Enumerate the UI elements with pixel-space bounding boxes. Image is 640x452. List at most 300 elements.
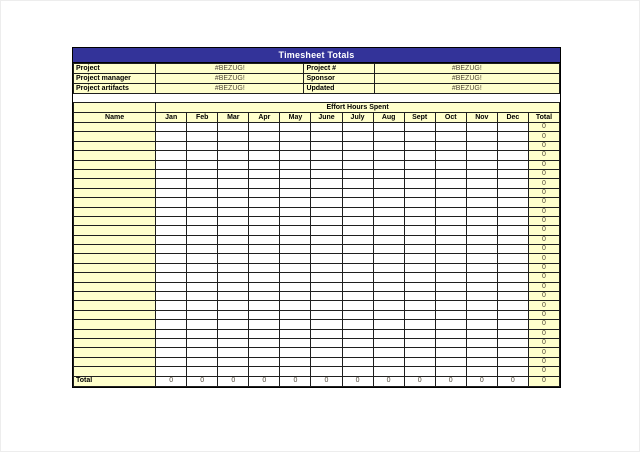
hours-cell-sept[interactable] <box>404 357 435 366</box>
hours-cell-nov[interactable] <box>466 160 497 169</box>
hours-cell-may[interactable] <box>280 179 311 188</box>
hours-cell-feb[interactable] <box>187 273 218 282</box>
row-total-cell[interactable]: 0 <box>528 245 559 254</box>
hours-cell-feb[interactable] <box>187 357 218 366</box>
hours-cell-june[interactable] <box>311 226 342 235</box>
hours-cell-aug[interactable] <box>373 338 404 347</box>
name-cell[interactable] <box>74 282 156 291</box>
hours-cell-sept[interactable] <box>404 141 435 150</box>
hours-cell-june[interactable] <box>311 132 342 141</box>
hours-cell-jan[interactable] <box>156 160 187 169</box>
hours-cell-july[interactable] <box>342 282 373 291</box>
hours-cell-may[interactable] <box>280 301 311 310</box>
hours-cell-oct[interactable] <box>435 320 466 329</box>
hours-cell-mar[interactable] <box>218 348 249 357</box>
hours-cell-mar[interactable] <box>218 282 249 291</box>
hours-cell-july[interactable] <box>342 338 373 347</box>
month-total-cell-oct[interactable]: 0 <box>435 376 466 386</box>
row-total-cell[interactable]: 0 <box>528 188 559 197</box>
hours-cell-may[interactable] <box>280 188 311 197</box>
hours-cell-feb[interactable] <box>187 245 218 254</box>
hours-cell-oct[interactable] <box>435 301 466 310</box>
hours-cell-jan[interactable] <box>156 141 187 150</box>
hours-cell-sept[interactable] <box>404 263 435 272</box>
hours-cell-sept[interactable] <box>404 320 435 329</box>
hours-cell-oct[interactable] <box>435 254 466 263</box>
hours-cell-mar[interactable] <box>218 141 249 150</box>
hours-cell-aug[interactable] <box>373 216 404 225</box>
hours-cell-july[interactable] <box>342 188 373 197</box>
hours-cell-dec[interactable] <box>497 367 528 376</box>
hours-cell-jan[interactable] <box>156 263 187 272</box>
hours-cell-jan[interactable] <box>156 310 187 319</box>
hours-cell-june[interactable] <box>311 216 342 225</box>
hours-cell-aug[interactable] <box>373 263 404 272</box>
hours-cell-july[interactable] <box>342 141 373 150</box>
hours-cell-june[interactable] <box>311 254 342 263</box>
hours-cell-dec[interactable] <box>497 338 528 347</box>
row-total-cell[interactable]: 0 <box>528 179 559 188</box>
hours-cell-aug[interactable] <box>373 301 404 310</box>
row-total-cell[interactable]: 0 <box>528 151 559 160</box>
hours-cell-mar[interactable] <box>218 273 249 282</box>
hours-cell-june[interactable] <box>311 263 342 272</box>
hours-cell-oct[interactable] <box>435 329 466 338</box>
hours-cell-aug[interactable] <box>373 123 404 132</box>
hours-cell-may[interactable] <box>280 348 311 357</box>
hours-cell-may[interactable] <box>280 320 311 329</box>
hours-cell-may[interactable] <box>280 160 311 169</box>
hours-cell-apr[interactable] <box>249 273 280 282</box>
hours-cell-aug[interactable] <box>373 357 404 366</box>
hours-cell-feb[interactable] <box>187 179 218 188</box>
hours-cell-feb[interactable] <box>187 348 218 357</box>
hours-cell-apr[interactable] <box>249 320 280 329</box>
hours-cell-sept[interactable] <box>404 160 435 169</box>
row-total-cell[interactable]: 0 <box>528 329 559 338</box>
hours-cell-nov[interactable] <box>466 301 497 310</box>
hours-cell-nov[interactable] <box>466 123 497 132</box>
hours-cell-aug[interactable] <box>373 292 404 301</box>
hours-cell-may[interactable] <box>280 310 311 319</box>
name-cell[interactable] <box>74 160 156 169</box>
hours-cell-dec[interactable] <box>497 263 528 272</box>
name-cell[interactable] <box>74 263 156 272</box>
hours-cell-sept[interactable] <box>404 179 435 188</box>
hours-cell-aug[interactable] <box>373 132 404 141</box>
hours-cell-june[interactable] <box>311 207 342 216</box>
hours-cell-mar[interactable] <box>218 310 249 319</box>
hours-cell-july[interactable] <box>342 226 373 235</box>
name-cell[interactable] <box>74 320 156 329</box>
hours-cell-july[interactable] <box>342 301 373 310</box>
name-cell[interactable] <box>74 207 156 216</box>
hours-cell-may[interactable] <box>280 226 311 235</box>
hours-cell-sept[interactable] <box>404 151 435 160</box>
hours-cell-oct[interactable] <box>435 367 466 376</box>
hours-cell-jan[interactable] <box>156 367 187 376</box>
hours-cell-dec[interactable] <box>497 123 528 132</box>
hours-cell-may[interactable] <box>280 329 311 338</box>
hours-cell-mar[interactable] <box>218 245 249 254</box>
hours-cell-dec[interactable] <box>497 160 528 169</box>
hours-cell-sept[interactable] <box>404 123 435 132</box>
hours-cell-may[interactable] <box>280 254 311 263</box>
hours-cell-july[interactable] <box>342 151 373 160</box>
hours-cell-june[interactable] <box>311 357 342 366</box>
hours-cell-sept[interactable] <box>404 132 435 141</box>
hours-cell-jan[interactable] <box>156 188 187 197</box>
hours-cell-sept[interactable] <box>404 301 435 310</box>
hours-cell-may[interactable] <box>280 169 311 178</box>
hours-cell-july[interactable] <box>342 348 373 357</box>
row-total-cell[interactable]: 0 <box>528 292 559 301</box>
hours-cell-dec[interactable] <box>497 282 528 291</box>
hours-cell-feb[interactable] <box>187 329 218 338</box>
hours-cell-june[interactable] <box>311 245 342 254</box>
hours-cell-june[interactable] <box>311 282 342 291</box>
hours-cell-may[interactable] <box>280 132 311 141</box>
hours-cell-mar[interactable] <box>218 263 249 272</box>
hours-cell-apr[interactable] <box>249 367 280 376</box>
row-total-cell[interactable]: 0 <box>528 357 559 366</box>
hours-cell-sept[interactable] <box>404 338 435 347</box>
hours-cell-aug[interactable] <box>373 235 404 244</box>
hours-cell-aug[interactable] <box>373 367 404 376</box>
name-cell[interactable] <box>74 357 156 366</box>
hours-cell-dec[interactable] <box>497 329 528 338</box>
hours-cell-feb[interactable] <box>187 198 218 207</box>
hours-cell-mar[interactable] <box>218 357 249 366</box>
row-total-cell[interactable]: 0 <box>528 367 559 376</box>
hours-cell-oct[interactable] <box>435 292 466 301</box>
hours-cell-nov[interactable] <box>466 169 497 178</box>
name-cell[interactable] <box>74 367 156 376</box>
hours-cell-jan[interactable] <box>156 348 187 357</box>
hours-cell-feb[interactable] <box>187 282 218 291</box>
hours-cell-sept[interactable] <box>404 310 435 319</box>
hours-cell-july[interactable] <box>342 132 373 141</box>
hours-cell-jan[interactable] <box>156 273 187 282</box>
name-cell[interactable] <box>74 235 156 244</box>
hours-cell-jan[interactable] <box>156 357 187 366</box>
hours-cell-july[interactable] <box>342 245 373 254</box>
name-cell[interactable] <box>74 292 156 301</box>
hours-cell-feb[interactable] <box>187 338 218 347</box>
hours-cell-feb[interactable] <box>187 141 218 150</box>
name-cell[interactable] <box>74 179 156 188</box>
name-cell[interactable] <box>74 245 156 254</box>
hours-cell-dec[interactable] <box>497 179 528 188</box>
hours-cell-may[interactable] <box>280 123 311 132</box>
hours-cell-aug[interactable] <box>373 160 404 169</box>
hours-cell-july[interactable] <box>342 310 373 319</box>
month-total-cell-july[interactable]: 0 <box>342 376 373 386</box>
row-total-cell[interactable]: 0 <box>528 198 559 207</box>
hours-cell-jan[interactable] <box>156 254 187 263</box>
hours-cell-mar[interactable] <box>218 169 249 178</box>
row-total-cell[interactable]: 0 <box>528 254 559 263</box>
hours-cell-nov[interactable] <box>466 235 497 244</box>
hours-cell-mar[interactable] <box>218 216 249 225</box>
month-total-cell-june[interactable]: 0 <box>311 376 342 386</box>
row-total-cell[interactable]: 0 <box>528 338 559 347</box>
hours-cell-mar[interactable] <box>218 179 249 188</box>
month-total-cell-sept[interactable]: 0 <box>404 376 435 386</box>
project-value-cell[interactable]: #BEZUG! <box>156 64 304 74</box>
hours-cell-oct[interactable] <box>435 216 466 225</box>
hours-cell-may[interactable] <box>280 141 311 150</box>
hours-cell-jan[interactable] <box>156 292 187 301</box>
hours-cell-oct[interactable] <box>435 188 466 197</box>
hours-cell-feb[interactable] <box>187 254 218 263</box>
row-total-cell[interactable]: 0 <box>528 207 559 216</box>
hours-cell-aug[interactable] <box>373 188 404 197</box>
hours-cell-apr[interactable] <box>249 132 280 141</box>
hours-cell-dec[interactable] <box>497 254 528 263</box>
updated-value-cell[interactable]: #BEZUG! <box>374 84 559 94</box>
hours-cell-dec[interactable] <box>497 216 528 225</box>
hours-cell-aug[interactable] <box>373 254 404 263</box>
hours-cell-oct[interactable] <box>435 141 466 150</box>
hours-cell-dec[interactable] <box>497 310 528 319</box>
hours-cell-aug[interactable] <box>373 198 404 207</box>
hours-cell-july[interactable] <box>342 292 373 301</box>
hours-cell-june[interactable] <box>311 235 342 244</box>
hours-cell-july[interactable] <box>342 207 373 216</box>
hours-cell-dec[interactable] <box>497 245 528 254</box>
hours-cell-aug[interactable] <box>373 207 404 216</box>
hours-cell-sept[interactable] <box>404 188 435 197</box>
hours-cell-dec[interactable] <box>497 235 528 244</box>
row-total-cell[interactable]: 0 <box>528 282 559 291</box>
hours-cell-dec[interactable] <box>497 273 528 282</box>
hours-cell-apr[interactable] <box>249 141 280 150</box>
hours-cell-aug[interactable] <box>373 310 404 319</box>
hours-cell-june[interactable] <box>311 160 342 169</box>
hours-cell-may[interactable] <box>280 338 311 347</box>
hours-cell-sept[interactable] <box>404 198 435 207</box>
hours-cell-may[interactable] <box>280 216 311 225</box>
hours-cell-apr[interactable] <box>249 226 280 235</box>
name-cell[interactable] <box>74 273 156 282</box>
row-total-cell[interactable]: 0 <box>528 132 559 141</box>
hours-cell-june[interactable] <box>311 367 342 376</box>
row-total-cell[interactable]: 0 <box>528 310 559 319</box>
hours-cell-nov[interactable] <box>466 179 497 188</box>
hours-cell-june[interactable] <box>311 338 342 347</box>
hours-cell-june[interactable] <box>311 179 342 188</box>
hours-cell-june[interactable] <box>311 188 342 197</box>
hours-cell-oct[interactable] <box>435 235 466 244</box>
hours-cell-apr[interactable] <box>249 310 280 319</box>
hours-cell-nov[interactable] <box>466 132 497 141</box>
row-total-cell[interactable]: 0 <box>528 263 559 272</box>
row-total-cell[interactable]: 0 <box>528 301 559 310</box>
hours-cell-dec[interactable] <box>497 348 528 357</box>
name-cell[interactable] <box>74 348 156 357</box>
row-total-cell[interactable]: 0 <box>528 320 559 329</box>
hours-cell-july[interactable] <box>342 123 373 132</box>
hours-cell-oct[interactable] <box>435 160 466 169</box>
hours-cell-nov[interactable] <box>466 292 497 301</box>
hours-cell-apr[interactable] <box>249 263 280 272</box>
hours-cell-feb[interactable] <box>187 301 218 310</box>
hours-cell-nov[interactable] <box>466 348 497 357</box>
grand-total-value-cell[interactable]: 0 <box>528 376 559 386</box>
row-total-cell[interactable]: 0 <box>528 273 559 282</box>
hours-cell-may[interactable] <box>280 282 311 291</box>
hours-cell-july[interactable] <box>342 320 373 329</box>
hours-cell-sept[interactable] <box>404 348 435 357</box>
hours-cell-aug[interactable] <box>373 329 404 338</box>
hours-cell-june[interactable] <box>311 301 342 310</box>
section-corner-cell[interactable] <box>74 103 156 113</box>
hours-cell-oct[interactable] <box>435 245 466 254</box>
hours-cell-may[interactable] <box>280 273 311 282</box>
month-total-cell-dec[interactable]: 0 <box>497 376 528 386</box>
row-total-cell[interactable]: 0 <box>528 169 559 178</box>
hours-cell-dec[interactable] <box>497 226 528 235</box>
hours-cell-feb[interactable] <box>187 132 218 141</box>
hours-cell-dec[interactable] <box>497 292 528 301</box>
hours-cell-apr[interactable] <box>249 198 280 207</box>
hours-cell-may[interactable] <box>280 245 311 254</box>
hours-cell-apr[interactable] <box>249 348 280 357</box>
hours-cell-mar[interactable] <box>218 226 249 235</box>
hours-cell-feb[interactable] <box>187 169 218 178</box>
hours-cell-feb[interactable] <box>187 123 218 132</box>
hours-cell-july[interactable] <box>342 235 373 244</box>
hours-cell-june[interactable] <box>311 198 342 207</box>
hours-cell-feb[interactable] <box>187 310 218 319</box>
hours-cell-jan[interactable] <box>156 216 187 225</box>
hours-cell-jan[interactable] <box>156 282 187 291</box>
hours-cell-dec[interactable] <box>497 198 528 207</box>
hours-cell-nov[interactable] <box>466 320 497 329</box>
hours-cell-july[interactable] <box>342 169 373 178</box>
hours-cell-oct[interactable] <box>435 338 466 347</box>
hours-cell-nov[interactable] <box>466 329 497 338</box>
hours-cell-june[interactable] <box>311 123 342 132</box>
hours-cell-july[interactable] <box>342 254 373 263</box>
name-cell[interactable] <box>74 338 156 347</box>
hours-cell-aug[interactable] <box>373 226 404 235</box>
row-total-cell[interactable]: 0 <box>528 226 559 235</box>
hours-cell-aug[interactable] <box>373 151 404 160</box>
hours-cell-aug[interactable] <box>373 245 404 254</box>
hours-cell-apr[interactable] <box>249 123 280 132</box>
hours-cell-july[interactable] <box>342 273 373 282</box>
hours-cell-feb[interactable] <box>187 292 218 301</box>
hours-cell-june[interactable] <box>311 348 342 357</box>
hours-cell-oct[interactable] <box>435 282 466 291</box>
hours-cell-mar[interactable] <box>218 160 249 169</box>
hours-cell-nov[interactable] <box>466 282 497 291</box>
hours-cell-nov[interactable] <box>466 151 497 160</box>
hours-cell-dec[interactable] <box>497 301 528 310</box>
hours-cell-june[interactable] <box>311 169 342 178</box>
hours-cell-jan[interactable] <box>156 169 187 178</box>
hours-cell-sept[interactable] <box>404 245 435 254</box>
name-cell[interactable] <box>74 188 156 197</box>
hours-cell-oct[interactable] <box>435 207 466 216</box>
hours-cell-dec[interactable] <box>497 141 528 150</box>
month-total-cell-feb[interactable]: 0 <box>187 376 218 386</box>
hours-cell-dec[interactable] <box>497 151 528 160</box>
hours-cell-dec[interactable] <box>497 357 528 366</box>
hours-cell-jan[interactable] <box>156 301 187 310</box>
hours-cell-oct[interactable] <box>435 273 466 282</box>
hours-cell-july[interactable] <box>342 216 373 225</box>
hours-cell-july[interactable] <box>342 263 373 272</box>
hours-cell-june[interactable] <box>311 310 342 319</box>
hours-cell-may[interactable] <box>280 357 311 366</box>
month-total-cell-apr[interactable]: 0 <box>249 376 280 386</box>
hours-cell-apr[interactable] <box>249 235 280 244</box>
name-cell[interactable] <box>74 198 156 207</box>
hours-cell-oct[interactable] <box>435 123 466 132</box>
hours-cell-aug[interactable] <box>373 273 404 282</box>
hours-cell-nov[interactable] <box>466 245 497 254</box>
row-total-cell[interactable]: 0 <box>528 160 559 169</box>
month-total-cell-nov[interactable]: 0 <box>466 376 497 386</box>
hours-cell-feb[interactable] <box>187 235 218 244</box>
row-total-cell[interactable]: 0 <box>528 123 559 132</box>
hours-cell-dec[interactable] <box>497 132 528 141</box>
hours-cell-nov[interactable] <box>466 188 497 197</box>
hours-cell-oct[interactable] <box>435 169 466 178</box>
hours-cell-july[interactable] <box>342 198 373 207</box>
hours-cell-apr[interactable] <box>249 329 280 338</box>
month-total-cell-aug[interactable]: 0 <box>373 376 404 386</box>
name-cell[interactable] <box>74 151 156 160</box>
hours-cell-jan[interactable] <box>156 320 187 329</box>
hours-cell-apr[interactable] <box>249 301 280 310</box>
hours-cell-jan[interactable] <box>156 338 187 347</box>
hours-cell-oct[interactable] <box>435 310 466 319</box>
hours-cell-may[interactable] <box>280 292 311 301</box>
hours-cell-oct[interactable] <box>435 263 466 272</box>
hours-cell-nov[interactable] <box>466 357 497 366</box>
hours-cell-nov[interactable] <box>466 141 497 150</box>
hours-cell-july[interactable] <box>342 329 373 338</box>
month-total-cell-may[interactable]: 0 <box>280 376 311 386</box>
hours-cell-mar[interactable] <box>218 338 249 347</box>
hours-cell-apr[interactable] <box>249 179 280 188</box>
hours-cell-oct[interactable] <box>435 357 466 366</box>
hours-cell-feb[interactable] <box>187 188 218 197</box>
hours-cell-nov[interactable] <box>466 367 497 376</box>
hours-cell-aug[interactable] <box>373 282 404 291</box>
hours-cell-nov[interactable] <box>466 207 497 216</box>
hours-cell-mar[interactable] <box>218 367 249 376</box>
hours-cell-sept[interactable] <box>404 169 435 178</box>
hours-cell-nov[interactable] <box>466 273 497 282</box>
hours-cell-apr[interactable] <box>249 357 280 366</box>
hours-cell-mar[interactable] <box>218 188 249 197</box>
hours-cell-sept[interactable] <box>404 292 435 301</box>
hours-cell-aug[interactable] <box>373 320 404 329</box>
hours-cell-nov[interactable] <box>466 254 497 263</box>
hours-cell-feb[interactable] <box>187 160 218 169</box>
hours-cell-oct[interactable] <box>435 198 466 207</box>
hours-cell-oct[interactable] <box>435 348 466 357</box>
hours-cell-feb[interactable] <box>187 207 218 216</box>
hours-cell-apr[interactable] <box>249 216 280 225</box>
hours-cell-aug[interactable] <box>373 141 404 150</box>
hours-cell-jan[interactable] <box>156 329 187 338</box>
